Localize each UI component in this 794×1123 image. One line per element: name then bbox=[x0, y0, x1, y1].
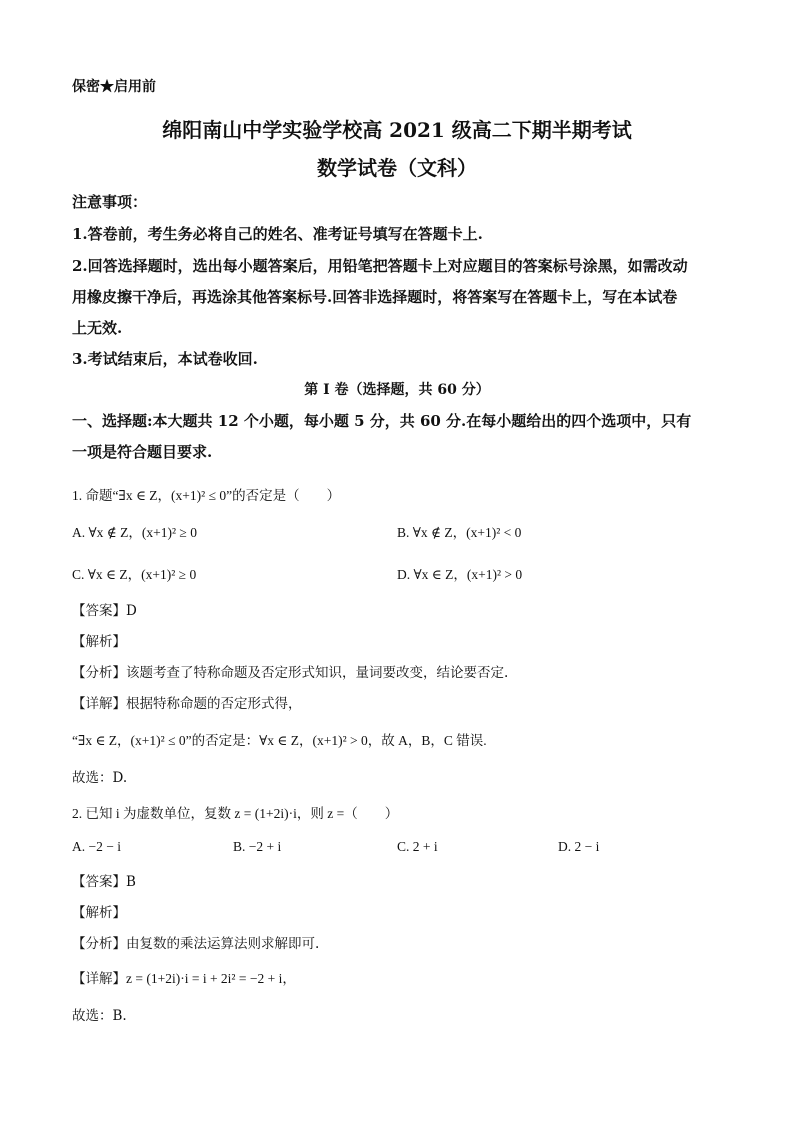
q2-conclusion: 故选：B. bbox=[72, 1008, 127, 1024]
q2-analysis: 【分析】由复数的乘法运算法则求解即可. bbox=[72, 936, 320, 952]
q2-answer: 【答案】B bbox=[72, 874, 136, 890]
section-heading: 第 I 卷（选择题，共 60 分） bbox=[304, 382, 490, 398]
exam-title: 绵阳南山中学实验学校高 2021 级高二下期半期考试 bbox=[162, 118, 632, 142]
q1-stem: 1. 命题“∃x ∈ Z，(x+1)² ≤ 0”的否定是（ ） bbox=[72, 488, 341, 503]
q1-option-a: A. ∀x ∉ Z，(x+1)² ≥ 0 bbox=[72, 525, 197, 540]
q2-option-b: B. −2 + i bbox=[233, 839, 282, 854]
q2-option-d: D. 2 − i bbox=[558, 839, 600, 854]
q1-conclusion: 故选：D. bbox=[72, 770, 128, 786]
q2-detail: 【详解】z = (1+2i)·i = i + 2i² = −2 + i， bbox=[72, 971, 296, 986]
q1-option-b: B. ∀x ∉ Z，(x+1)² < 0 bbox=[397, 525, 522, 540]
q1-option-c: C. ∀x ∈ Z，(x+1)² ≥ 0 bbox=[72, 567, 197, 582]
q1-analysis-tag: 【解析】 bbox=[72, 634, 126, 650]
q1-detail-2: “∃x ∈ Z，(x+1)² ≤ 0”的否定是：∀x ∈ Z，(x+1)² > 0，故 A，B，C 错误. bbox=[72, 733, 487, 748]
q2-option-c: C. 2 + i bbox=[397, 839, 438, 854]
section-intro-line-1: 一、选择题:本大题共 12 个小题，每小题 5 分，共 60 分.在每小题给出的四个选项中，只有 bbox=[72, 412, 692, 430]
notice-item-2-line-1: 2.回答选择题时，选出每小题答案后，用铅笔把答题卡上对应题目的答案标号涂黑，如需改动 bbox=[72, 257, 688, 275]
q1-option-d: D. ∀x ∈ Z，(x+1)² > 0 bbox=[397, 567, 523, 582]
q1-answer: 【答案】D bbox=[72, 603, 137, 619]
q1-analysis: 【分析】该题考查了特称命题及否定形式知识，量词要改变，结论要否定. bbox=[72, 665, 509, 681]
notice-item-3: 3.考试结束后，本试卷收回. bbox=[72, 350, 258, 368]
q2-option-a: A. −2 − i bbox=[72, 839, 121, 854]
q2-stem: 2. 已知 i 为虚数单位，复数 z = (1+2i)·i，则 z =（ ） bbox=[72, 806, 399, 821]
secret-label: 保密★启用前 bbox=[72, 79, 156, 95]
section-intro-line-2: 一项是符合题目要求. bbox=[72, 443, 213, 461]
q2-analysis-tag: 【解析】 bbox=[72, 905, 126, 921]
notice-item-2-line-2: 用橡皮擦干净后，再选涂其他答案标号.回答非选择题时，将答案写在答题卡上，写在本试卷 bbox=[72, 288, 678, 306]
q1-detail: 【详解】根据特称命题的否定形式得， bbox=[72, 696, 302, 712]
notice-item-1: 1.答卷前，考生务必将自己的姓名、准考证号填写在答题卡上. bbox=[72, 225, 483, 243]
notice-heading: 注意事项： bbox=[72, 193, 148, 211]
notice-item-2-line-3: 上无效. bbox=[72, 319, 123, 337]
exam-subtitle: 数学试卷（文科） bbox=[317, 156, 477, 180]
